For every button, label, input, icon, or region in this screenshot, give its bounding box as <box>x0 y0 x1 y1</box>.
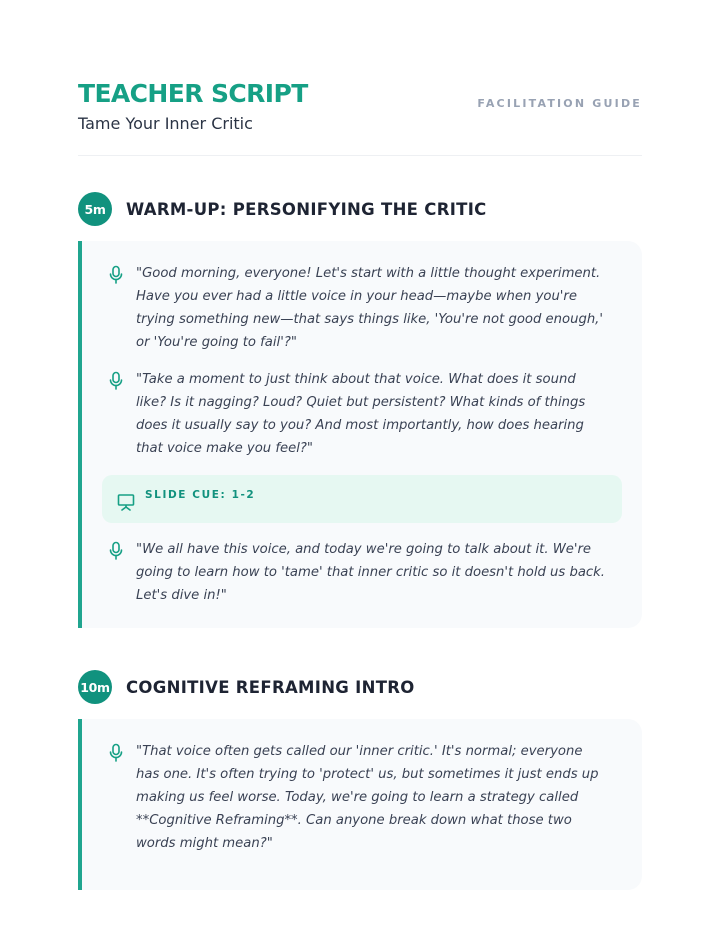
section-title: WARM-UP: PERSONIFYING THE CRITIC <box>126 199 487 219</box>
duration-badge: 5m <box>78 192 112 226</box>
microphone-icon <box>107 371 125 391</box>
slide-cue <box>102 475 622 523</box>
script-line <box>107 538 607 607</box>
script-card-warmup <box>78 241 642 628</box>
guide-label: FACILITATION GUIDE <box>477 97 642 110</box>
page-header <box>78 78 642 156</box>
script-line <box>107 262 607 354</box>
page-subtitle: Tame Your Inner Critic <box>78 114 253 133</box>
microphone-icon <box>107 541 125 561</box>
script-quote: "That voice often gets called our 'inner critic.' It's normal; everyone has one. It's often trying to 'protect' us, but sometimes it just ends up making us feel worse. Today, we're going to learn a strategy called **Cognitive Reframing**. Can anyone break down what those two words might mean?" <box>136 744 599 851</box>
duration-badge: 10m <box>78 670 112 704</box>
script-line <box>107 740 607 855</box>
section-header-warmup <box>78 192 487 226</box>
page-title: TEACHER SCRIPT <box>78 79 308 108</box>
presentation-icon <box>117 493 135 511</box>
section-header-reframing <box>78 670 415 704</box>
script-card-reframing <box>78 719 642 890</box>
script-quote: "We all have this voice, and today we're going to talk about it. We're going to learn how to 'tame' that inner critic so it doesn't hold us back. Let's dive in!" <box>136 542 605 603</box>
microphone-icon <box>107 265 125 285</box>
section-title: COGNITIVE REFRAMING INTRO <box>126 677 415 697</box>
microphone-icon <box>107 743 125 763</box>
script-line <box>107 368 607 460</box>
slide-cue-label: SLIDE CUE: 1-2 <box>145 489 256 501</box>
script-quote: "Take a moment to just think about that voice. What does it sound like? Is it nagging? Loud? Quiet but persistent? What kinds of things does it usually say to you? And most importantly, how does hearing that voice make you feel?" <box>136 372 586 456</box>
script-quote: "Good morning, everyone! Let's start with a little thought experiment. Have you ever had a little voice in your head—maybe when you're trying something new—that says things like, 'You're not good enough,' or 'You're going to fail'?" <box>136 266 603 350</box>
